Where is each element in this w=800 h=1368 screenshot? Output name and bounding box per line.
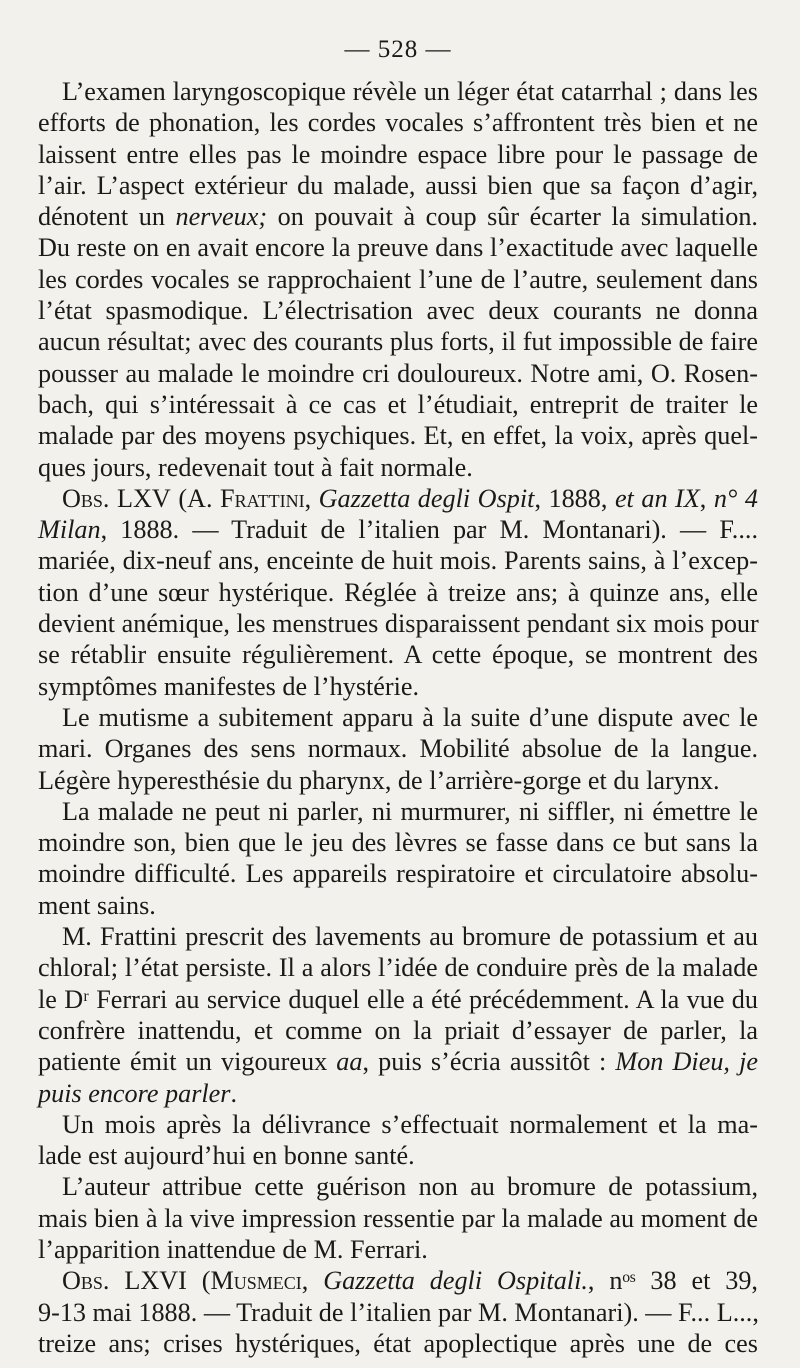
text-run: , puis s’écria aussitôt : [362, 1047, 616, 1077]
text-run: L’examen laryngoscopique révèle un léger état catarrhal ; dans les [62, 77, 758, 106]
text-run: chloral; l’état persiste. Il a alors l’idée de conduire près de la malade [38, 953, 758, 983]
text-run: patiente émit un vigoureux [38, 1047, 337, 1077]
paragraph [38, 921, 758, 1109]
text-run: on pouvait à coup sûr écarter la simulation. [267, 202, 758, 232]
text-run: efforts de phonation, les cordes vocales s’affrontent très bien et ne [38, 108, 758, 138]
text-run: l’apparition inattendue de M. Ferrari. [38, 1234, 428, 1264]
text-line [38, 420, 758, 451]
text-run: pousser au malade le moindre cri douloureux. Notre ami, O. Rosen- [38, 358, 758, 388]
text-line [38, 890, 758, 921]
text-run: moindre difficulté. Les appareils respiratoire et circulatoire absolu- [38, 859, 758, 889]
text-line [38, 201, 758, 232]
text-run: bach, qui s’intéressait à ce cas et l’étudiait, entreprit de traiter le [38, 389, 758, 419]
text-run: , [304, 483, 319, 513]
italic-text: Milan [38, 515, 101, 545]
paragraph [38, 1171, 758, 1265]
text-run: Le mutisme a subitement apparu à la suite d’une dispute avec le [62, 702, 758, 732]
italic-text: Mon Dieu, je [615, 1047, 758, 1077]
text-run: M. Frattini prescrit des lavements au bromure de potassium et au [62, 922, 758, 952]
text-line [38, 1171, 758, 1202]
text-line [38, 1109, 758, 1140]
italic-text: nerveux; [175, 202, 268, 232]
text-line [38, 765, 758, 796]
text-run: treize ans; crises hystériques, état apoplectique après une de ces [38, 1328, 758, 1358]
paragraph [38, 702, 758, 796]
page-number: — 528 — [344, 36, 452, 63]
text-run: mariée, dix-neuf ans, enceinte de huit mois. Parents sains, à l’excep- [38, 546, 758, 576]
text-line [38, 702, 758, 733]
small-caps-text: Frattini [220, 483, 305, 513]
text-line [38, 232, 758, 263]
text-run: les cordes vocales se rapprochaient l’une de l’autre, seulement dans [38, 264, 758, 294]
text-run: l’état spasmodique. L’électrisation avec deux courants ne donna [38, 296, 758, 326]
paragraph [38, 76, 758, 483]
text-line [38, 389, 758, 420]
text-line [38, 921, 758, 952]
text-run: Du reste on en avait encore la preuve dans l’exactitude avec laquelle [38, 233, 758, 263]
text-line [38, 577, 758, 608]
body-text [38, 76, 758, 1359]
text-line [38, 1203, 758, 1234]
paragraph [38, 1265, 758, 1359]
text-run: aucun résultat; avec des courants plus forts, il fut impossible de faire [38, 327, 758, 357]
text-run: 9-13 mai 1888. — Traduit de l’italien par M. Montanari). — F... L..., [38, 1297, 759, 1327]
text-run: ( [186, 1266, 211, 1296]
italic-text: aa [336, 1047, 363, 1077]
text-run: Un mois après la délivrance s’effectuait normalement et la ma- [62, 1109, 758, 1139]
text-run: Légère hyperesthésie du pharynx, de l’arrière-gorge et du larynx. [38, 765, 720, 795]
text-line [38, 170, 758, 201]
text-line [38, 358, 758, 389]
text-run: , 1888. — Traduit de l’italien par M. Montanari). — F.... [100, 515, 758, 545]
text-run: (A. [170, 483, 221, 513]
text-line [38, 1297, 758, 1328]
paragraph [38, 796, 758, 921]
text-run: dénotent un [38, 202, 176, 232]
text-line [38, 796, 758, 827]
text-line [38, 639, 758, 670]
text-run: , nᵒˢ 38 et 39, [587, 1266, 758, 1296]
text-line [38, 452, 758, 483]
text-line [38, 952, 758, 983]
text-run: symptômes manifestes de l’hystérie. [38, 671, 420, 701]
text-run: , [301, 1266, 324, 1296]
text-run: tion d’une sœur hystérique. Réglée à treize ans; à quinze ans, elle [38, 577, 758, 607]
text-line [38, 107, 758, 138]
text-run: laissent entre elles pas le moindre espace libre pour le passage de [38, 139, 758, 169]
text-line [38, 827, 758, 858]
italic-text: Gazzetta degli Ospit [318, 483, 535, 513]
italic-text: Gazzetta degli Ospitali. [323, 1266, 588, 1296]
text-line [38, 483, 758, 514]
text-run: ment sains. [38, 890, 156, 920]
text-run: , [699, 483, 714, 513]
text-run: confrère inattendu, et comme on la priait d’essayer de parler, la [38, 1015, 758, 1045]
text-line [38, 984, 758, 1015]
small-caps-text: Musmeci [210, 1266, 302, 1296]
text-run: lade est aujourd’hui en bonne santé. [38, 1141, 415, 1171]
text-run: ques jours, redevenait tout à fait normale. [38, 452, 473, 482]
text-line [38, 671, 758, 702]
text-line [38, 1265, 758, 1296]
text-line [38, 1078, 758, 1109]
text-run: mais bien à la vive impression ressentie par la malade au moment de [38, 1203, 758, 1233]
text-line [38, 514, 758, 545]
small-caps-text: Obs. LXVI [62, 1266, 187, 1296]
text-run: malade par des moyens psychiques. Et, en effet, la voix, après quel- [38, 421, 758, 451]
paragraph [38, 483, 758, 702]
text-run: le Dʳ Ferrari au service duquel elle a été précédemment. A la vue du [38, 984, 758, 1014]
paragraph [38, 1109, 758, 1172]
text-run: moindre son, bien que le jeu des lèvres se fasse dans ce but sans la [38, 828, 758, 858]
small-caps-text: Obs. LXV [62, 483, 171, 513]
italic-text: n° 4 [713, 483, 758, 513]
text-line [38, 545, 758, 576]
text-line [38, 1046, 758, 1077]
text-line [38, 139, 758, 170]
text-line [38, 295, 758, 326]
text-line [38, 733, 758, 764]
text-line [38, 1234, 758, 1265]
italic-text: et an IX [614, 483, 700, 513]
text-run: , 1888, [534, 483, 615, 513]
text-line [38, 608, 758, 639]
text-line [38, 326, 758, 357]
text-line [38, 858, 758, 889]
text-line [38, 1328, 758, 1359]
text-run: mari. Organes des sens normaux. Mobilité absolue de la langue. [38, 734, 758, 764]
text-line [38, 264, 758, 295]
text-line [38, 76, 758, 107]
text-run: La malade ne peut ni parler, ni murmurer, ni siffler, ni émettre le [62, 796, 758, 826]
text-run: L’auteur attribue cette guérison non au bromure de potassium, [62, 1172, 758, 1202]
text-run: se rétablir ensuite régulièrement. A cette époque, se montrent des [38, 640, 758, 670]
italic-text: puis encore parler [38, 1078, 231, 1108]
text-line [38, 1015, 758, 1046]
text-run: l’air. L’aspect extérieur du malade, aussi bien que sa façon d’agir, [38, 170, 758, 200]
text-run: devient anémique, les menstrues disparaissent pendant six mois pour [38, 609, 759, 639]
text-run: . [230, 1078, 238, 1108]
text-line [38, 1140, 758, 1171]
